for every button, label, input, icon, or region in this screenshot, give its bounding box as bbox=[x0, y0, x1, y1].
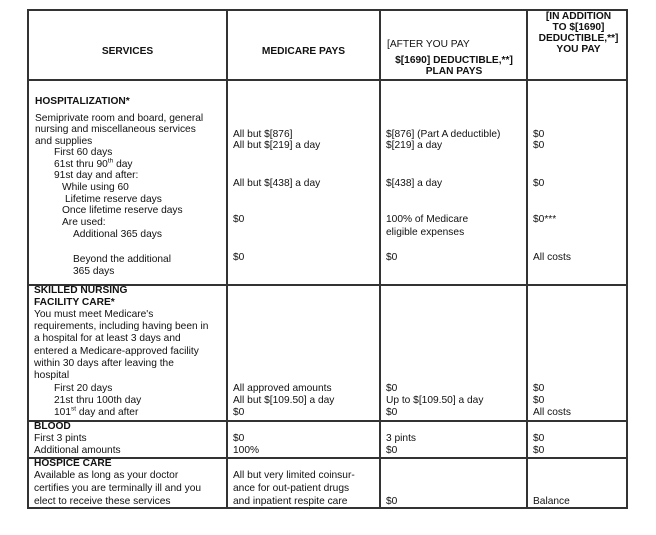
hospitalization-row-label: Are used: bbox=[62, 217, 106, 228]
header-plan-pays-line2: $[1690] DEDUCTIBLE,**] bbox=[395, 55, 513, 66]
hospice-medicare-value: All but very limited coinsur- bbox=[233, 470, 355, 481]
hospitalization-you-pay-value: $0 bbox=[533, 129, 545, 140]
hospitalization-row-label: 61st thru 90th day bbox=[54, 157, 133, 170]
row-divider bbox=[29, 457, 626, 459]
hospitalization-row-label: Lifetime reserve days bbox=[65, 194, 162, 205]
hospice-you-pay-value: Balance bbox=[533, 496, 570, 507]
hospitalization-you-pay-value: $0 bbox=[533, 178, 545, 189]
hospice-desc: Available as long as your doctor bbox=[34, 470, 179, 481]
hospice-medicare-value: and inpatient respite care bbox=[233, 496, 348, 507]
hospitalization-medicare-value: All but $[438] a day bbox=[233, 178, 321, 189]
snf-desc: You must meet Medicare's bbox=[34, 309, 154, 320]
snf-plan-value: Up to $[109.50] a day bbox=[386, 395, 484, 406]
column-divider bbox=[526, 11, 528, 507]
header-services: SERVICES bbox=[101, 46, 154, 57]
hospitalization-medicare-value: $0 bbox=[233, 214, 245, 225]
blood-medicare-value: $0 bbox=[233, 433, 245, 444]
header-you-pay-line4: YOU PAY bbox=[556, 44, 601, 55]
header-you-pay-line2: TO $[1690] bbox=[552, 22, 605, 33]
snf-medicare-value: All but $[109.50] a day bbox=[233, 395, 335, 406]
hospitalization-plan-value: $[876] (Part A deductible) bbox=[386, 129, 501, 140]
blood-row-label: First 3 pints bbox=[34, 433, 87, 444]
hospitalization-desc: nursing and miscellaneous services bbox=[35, 124, 196, 135]
column-divider bbox=[379, 11, 381, 507]
blood-medicare-value: 100% bbox=[233, 445, 260, 456]
hospice-plan-value: $0 bbox=[386, 496, 398, 507]
snf-you-pay-value: $0 bbox=[533, 383, 545, 394]
hospitalization-you-pay-value: $0*** bbox=[533, 214, 557, 225]
header-plan-pays-line3: PLAN PAYS bbox=[425, 66, 483, 77]
blood-you-pay-value: $0 bbox=[533, 433, 545, 444]
snf-medicare-value: All approved amounts bbox=[233, 383, 332, 394]
snf-medicare-value: $0 bbox=[233, 407, 245, 418]
row-divider bbox=[29, 79, 626, 81]
snf-row-label: 101st day and after bbox=[54, 405, 139, 418]
blood-title: BLOOD bbox=[34, 421, 71, 432]
hospice-title: HOSPICE CARE bbox=[34, 458, 112, 469]
hospitalization-row-label: First 60 days bbox=[54, 147, 113, 158]
hospitalization-desc: and supplies bbox=[35, 136, 93, 147]
hospitalization-medicare-value: All but $[219] a day bbox=[233, 140, 321, 151]
snf-desc: hospital bbox=[34, 370, 70, 381]
hospitalization-plan-value: $[219] a day bbox=[386, 140, 443, 151]
hospitalization-row-label: While using 60 bbox=[62, 182, 129, 193]
hospitalization-you-pay-value: $0 bbox=[533, 140, 545, 151]
snf-you-pay-value: $0 bbox=[533, 395, 545, 406]
snf-desc: within 30 days after leaving the bbox=[34, 358, 174, 369]
snf-you-pay-value: All costs bbox=[533, 407, 571, 418]
snf-row-label: First 20 days bbox=[54, 383, 113, 394]
hospitalization-medicare-value: All but $[876] bbox=[233, 129, 293, 140]
blood-row-label: Additional amounts bbox=[34, 445, 121, 456]
hospitalization-medicare-value: $0 bbox=[233, 252, 245, 263]
hospitalization-row-label: Additional 365 days bbox=[73, 229, 162, 240]
header-you-pay-line3: DEDUCTIBLE,**] bbox=[538, 33, 619, 44]
hospitalization-plan-value: 100% of Medicare bbox=[386, 214, 469, 225]
hospitalization-row-label: 365 days bbox=[73, 266, 115, 277]
blood-plan-value: 3 pints bbox=[386, 433, 417, 444]
hospice-desc: elect to receive these services bbox=[34, 496, 171, 507]
hospitalization-plan-value: eligible expenses bbox=[386, 227, 465, 238]
hospitalization-title: HOSPITALIZATION* bbox=[35, 96, 130, 107]
snf-plan-value: $0 bbox=[386, 383, 398, 394]
snf-title: SKILLED NURSING bbox=[34, 285, 128, 296]
hospitalization-row-label: Once lifetime reserve days bbox=[62, 205, 183, 216]
snf-desc: a hospital for at least 3 days and bbox=[34, 333, 181, 344]
hospice-medicare-value: ance for out-patient drugs bbox=[233, 483, 350, 494]
hospitalization-row-label: Beyond the additional bbox=[73, 254, 171, 265]
hospitalization-plan-value: $0 bbox=[386, 252, 398, 263]
snf-title: FACILITY CARE* bbox=[34, 297, 115, 308]
header-plan-pays-line1: [AFTER YOU PAY bbox=[387, 39, 470, 50]
hospice-desc: certifies you are terminally ill and you bbox=[34, 483, 202, 494]
header-you-pay-line1: [IN ADDITION bbox=[545, 11, 612, 22]
blood-plan-value: $0 bbox=[386, 445, 398, 456]
blood-you-pay-value: $0 bbox=[533, 445, 545, 456]
hospitalization-plan-value: $[438] a day bbox=[386, 178, 443, 189]
header-medicare-pays: MEDICARE PAYS bbox=[261, 46, 346, 57]
snf-desc: entered a Medicare-approved facility bbox=[34, 346, 199, 357]
hospitalization-desc: Semiprivate room and board, general bbox=[35, 113, 204, 124]
hospitalization-row-label: 91st day and after: bbox=[54, 170, 139, 181]
snf-desc: requirements, including having been in bbox=[34, 321, 209, 332]
snf-plan-value: $0 bbox=[386, 407, 398, 418]
hospitalization-you-pay-value: All costs bbox=[533, 252, 571, 263]
column-divider bbox=[226, 11, 228, 507]
snf-row-label: 21st thru 100th day bbox=[54, 395, 142, 406]
row-divider bbox=[29, 420, 626, 422]
